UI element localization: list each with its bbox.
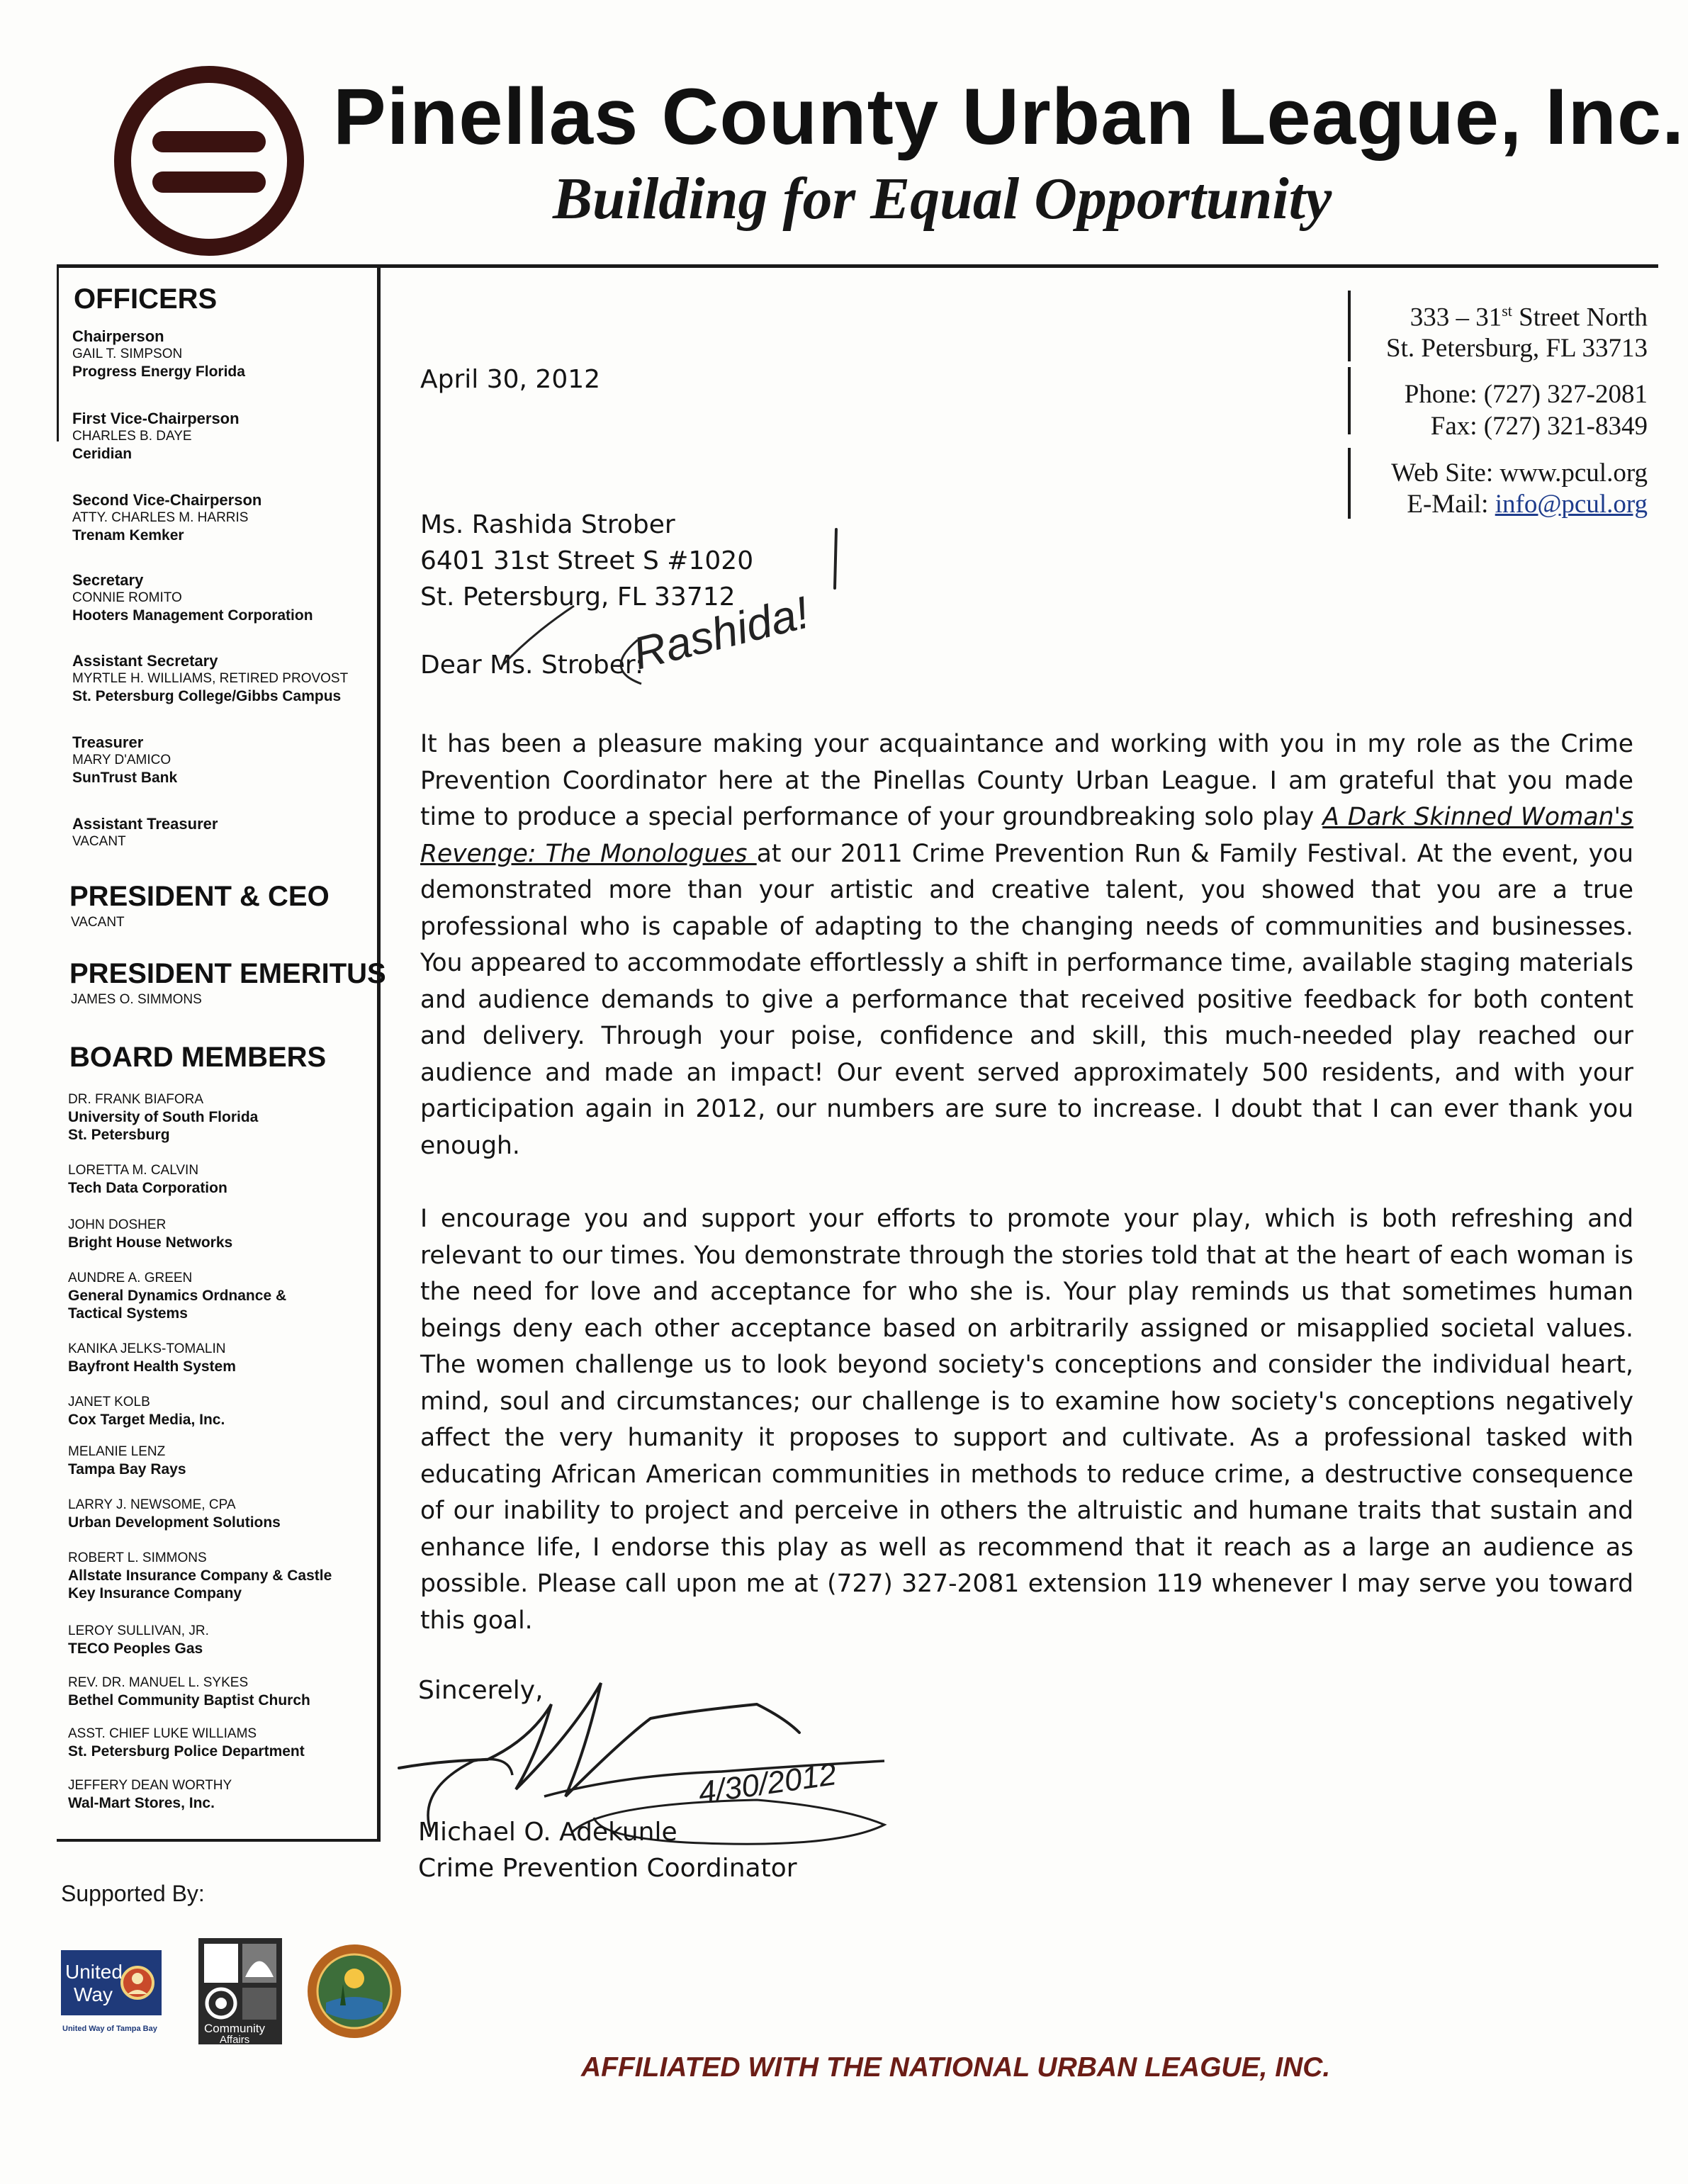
officer-name: CONNIE ROMITO [72, 590, 182, 605]
recipient-name: Ms. Rashida Strober [420, 510, 675, 539]
sidebar-bottom-divider [57, 1839, 381, 1842]
board-member-org: St. Petersburg Police Department [68, 1743, 305, 1760]
united-way-text: Way [74, 1983, 113, 2005]
officer-name: MYRTLE H. WILLIAMS, RETIRED PROVOST [72, 671, 349, 686]
annotation-text: Rashida! [627, 586, 814, 680]
play-title: A Dark Skinned Woman's Revenge: The Monologues [420, 803, 1634, 868]
united-way-text: United [65, 1961, 123, 1983]
board-member-org: Wal-Mart Stores, Inc. [68, 1795, 215, 1811]
supported-by-label: Supported By: [61, 1881, 205, 1906]
board-member-name: DR. FRANK BIAFORA [68, 1092, 204, 1107]
urban-league-logo-icon [106, 60, 312, 262]
florida-seal-icon [305, 1942, 404, 2041]
letter-date: April 30, 2012 [420, 365, 601, 394]
officer-chairperson [72, 327, 370, 381]
board-member-org: Bright House Networks [68, 1234, 233, 1251]
officer-name: CHARLES B. DAYE [72, 429, 192, 444]
officer-assistant-secretary [72, 652, 370, 705]
officer-title: Assistant Treasurer [72, 815, 218, 833]
street-name: Street North [1512, 303, 1648, 332]
officer-title: Chairperson [72, 327, 164, 345]
board-member-name: MELANIE LENZ [68, 1444, 166, 1459]
united-way-logo-icon [61, 1950, 162, 2035]
officer-org: St. Petersburg College/Gibbs Campus [72, 688, 342, 704]
contact-street [1251, 302, 1648, 332]
board-member-org: St. Petersburg [68, 1127, 170, 1143]
officer-title: First Vice-Chairperson [72, 410, 240, 427]
board-member [68, 1443, 366, 1478]
board-member [68, 1162, 366, 1197]
board-member-org: Cox Target Media, Inc. [68, 1412, 225, 1428]
officer-title: Second Vice-Chairperson [72, 491, 262, 509]
president-emeritus-name: JAMES O. SIMMONS [71, 992, 202, 1007]
board-member-org: TECO Peoples Gas [68, 1640, 203, 1657]
board-members-heading: BOARD MEMBERS [69, 1042, 327, 1073]
recipient-city: St. Petersburg, FL 33712 [420, 582, 736, 612]
organization-name: Pinellas County Urban League, Inc. [333, 72, 1685, 161]
email-link[interactable]: info@pcul.org [1495, 490, 1648, 519]
contact-website[interactable]: Web Site: www.pcul.org [1391, 458, 1648, 488]
board-member-name: JEFFERY DEAN WORTHY [68, 1778, 232, 1793]
header-divider [57, 264, 1658, 268]
body-paragraph-1 [420, 726, 1633, 1164]
officer-name: MARY D'AMICO [72, 753, 171, 767]
paragraph-text: It has been a pleasure making your acquaintance and working with you in my role as the Crime Prevention Coordinator here at the Pinellas County Urban League. I am grateful that you made time to produce a special performance of your groundbreaking solo play [420, 730, 1633, 831]
president-emeritus-heading: PRESIDENT EMERITUS [69, 958, 386, 989]
officer-treasurer [72, 733, 370, 787]
officer-title: Treasurer [72, 733, 144, 751]
united-way-caption: United Way of Tampa Bay [62, 2025, 157, 2033]
board-member [68, 1394, 366, 1429]
board-member-org: Bethel Community Baptist Church [68, 1692, 310, 1709]
board-member-org: Tampa Bay Rays [68, 1461, 186, 1477]
officer-first-vice-chair [72, 410, 370, 463]
affiliation-statement: AFFILIATED WITH THE NATIONAL URBAN LEAGUE, INC. [581, 2052, 1331, 2083]
officer-second-vice-chair [72, 491, 370, 544]
closing: Sincerely, [418, 1676, 544, 1705]
recipient-street: 6401 31st Street S #1020 [420, 546, 754, 575]
board-member-name: AUNDRE A. GREEN [68, 1271, 193, 1285]
organization-tagline: Building for Equal Opportunity [553, 166, 1332, 232]
board-member-name: REV. DR. MANUEL L. SYKES [68, 1675, 249, 1690]
signature-date: 4/30/2012 [696, 1757, 839, 1811]
board-member-name: LORETTA M. CALVIN [68, 1163, 199, 1178]
president-name: VACANT [71, 915, 125, 930]
board-member-org: University of South Florida [68, 1109, 259, 1125]
officers-heading: OFFICERS [74, 283, 218, 315]
board-member-org: General Dynamics Ordnance & [68, 1288, 287, 1304]
officer-org: SunTrust Bank [72, 770, 178, 786]
contact-phone: Phone: (727) 327-2081 [1404, 380, 1648, 409]
board-member-name: JOHN DOSHER [68, 1217, 167, 1232]
officer-org: Hooters Management Corporation [72, 607, 313, 624]
officer-title: Secretary [72, 571, 144, 589]
officer-name: GAIL T. SIMPSON [72, 347, 183, 361]
officer-org: Trenam Kemker [72, 527, 184, 544]
officer-org: Progress Energy Florida [72, 364, 245, 380]
community-affairs-logo-icon [198, 1938, 282, 2044]
officer-org: Ceridian [72, 446, 133, 462]
board-member [68, 1726, 366, 1760]
board-member [68, 1623, 366, 1657]
board-member-org: Tech Data Corporation [68, 1180, 227, 1196]
board-member-name: LARRY J. NEWSOME, CPA [68, 1497, 236, 1512]
email-label: E-Mail: [1407, 490, 1495, 519]
contact-fax: Fax: (727) 321-8349 [1430, 412, 1648, 441]
board-member-name: ASST. CHIEF LUKE WILLIAMS [68, 1726, 257, 1741]
handwritten-annotation-icon [468, 521, 865, 698]
board-member-org: Key Insurance Company [68, 1585, 242, 1602]
board-member [68, 1674, 366, 1709]
board-member-name: JANET KOLB [68, 1395, 150, 1409]
board-member [68, 1497, 366, 1531]
board-member [68, 1341, 366, 1375]
street-ordinal: st [1502, 302, 1512, 320]
board-member-org: Bayfront Health System [68, 1358, 236, 1375]
board-member [68, 1777, 366, 1812]
board-member-org: Tactical Systems [68, 1305, 188, 1322]
board-member [68, 1550, 366, 1602]
officer-secretary [72, 571, 370, 624]
salutation: Dear Ms. Strober: [420, 651, 644, 680]
board-member-org: Allstate Insurance Company & Castle [68, 1567, 332, 1584]
board-member-org: Urban Development Solutions [68, 1514, 281, 1531]
sidebar-left-divider [57, 264, 59, 441]
board-member [68, 1091, 366, 1144]
officer-name: ATTY. CHARLES M. HARRIS [72, 510, 249, 525]
body-paragraph-2: I encourage you and support your efforts to promote your play, which is both refreshing and relevant to our times. You demonstrate through the stories told that at the heart of each woman is the need for love and acceptance for who she is. Your play reminds us that sometimes human beings deny each other acceptance based on arbitrarily assigned or misapplied societal values. The women challenge us to look beyond society's conceptions and consider the individual heart, mind, soul and circumstances; our challenge is to examine how society's conceptions negatively affect the very humanity it proposes to support and cultivate. As a professional tasked with educating African American communities in methods to reduce crime, a destructive consequence of our inability to project and perceive in others the altruistic and humane traits that sustain and enhance life, I endorse this play as well as recommend that it reach as a large an audience as possible. Please call upon me at (727) 327-2081 extension 119 whenever I may serve you toward this goal. [420, 1205, 1633, 1635]
signer-name: Michael O. Adekunle [418, 1818, 677, 1847]
community-affairs-text: Affairs [220, 2034, 250, 2044]
contact-city: St. Petersburg, FL 33713 [1386, 334, 1648, 363]
officer-name: VACANT [72, 834, 126, 849]
street-number: 333 – 31 [1410, 303, 1502, 332]
officer-assistant-treasurer [72, 815, 370, 850]
board-member [68, 1270, 366, 1322]
sidebar-right-divider [377, 264, 381, 1841]
board-member-name: LEROY SULLIVAN, JR. [68, 1623, 209, 1638]
board-member-name: KANIKA JELKS-TOMALIN [68, 1341, 226, 1356]
board-member-name: ROBERT L. SIMMONS [68, 1550, 207, 1565]
board-member [68, 1217, 366, 1251]
paragraph-text: at our 2011 Crime Prevention Run & Family Festival. At the event, you demonstrated more than your artistic and creative talent, you showed that you are a true professional who is capable of adapting to the changing needs of communities and businesses. You appeared to accommodate effortlessly a shift in performance time, available staging materials and audience demands to give a performance that received positive feedback for both content and delivery. Through your poise, confidence and skill, this much-needed play reached our audience and made an impact! Our event served approximately 500 residents, and with your participation again in 2012, our numbers are sure to increase. I doubt that I can ever thank you enough. [420, 839, 1633, 1160]
officer-title: Assistant Secretary [72, 652, 218, 670]
president-heading: PRESIDENT & CEO [69, 881, 330, 912]
community-affairs-text: Community [204, 2022, 265, 2035]
contact-email [1251, 489, 1648, 519]
signer-title: Crime Prevention Coordinator [418, 1854, 797, 1883]
